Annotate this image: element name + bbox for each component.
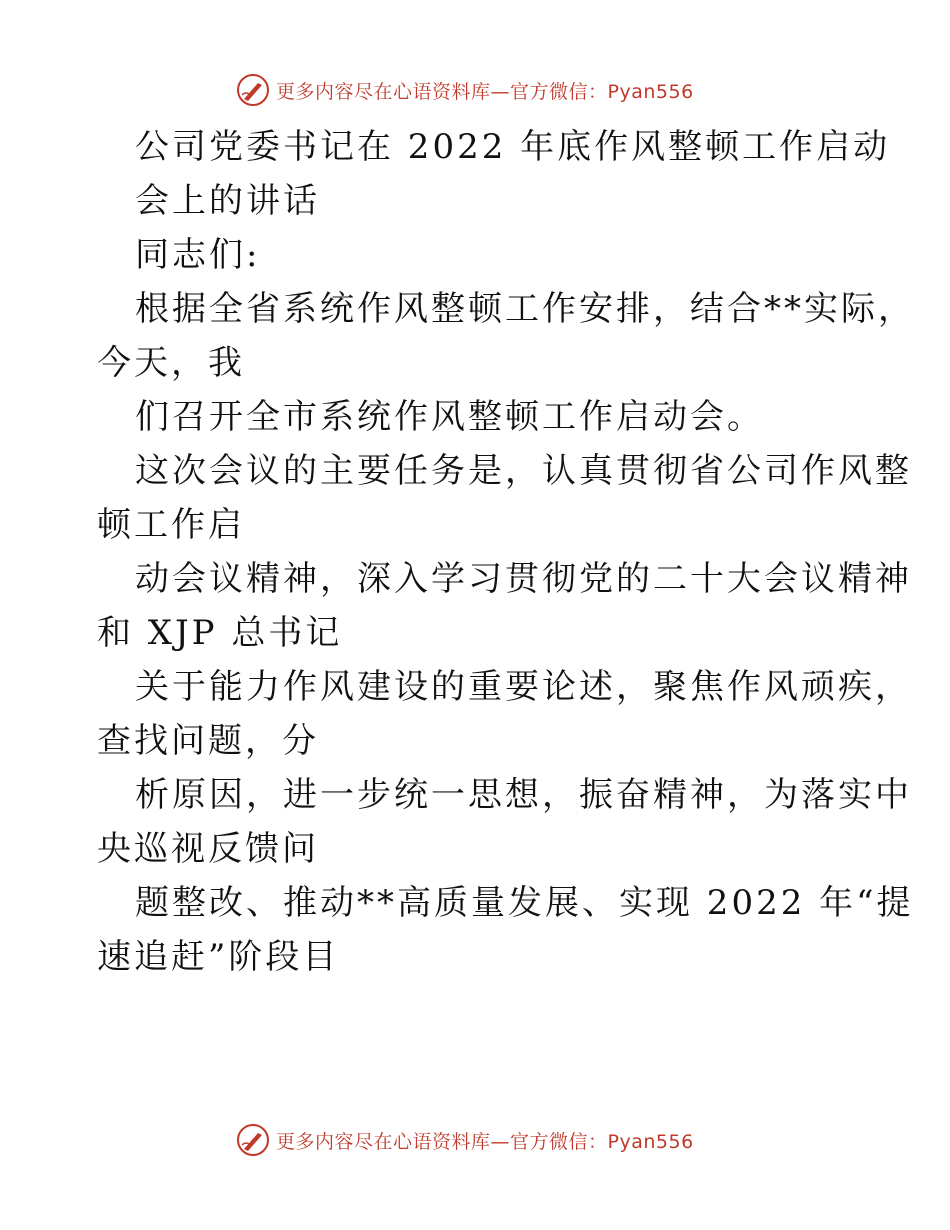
banner-text [276, 1127, 694, 1154]
banner-wechat-text: 官方微信：Pyan556 [510, 80, 694, 103]
body-line: 今天，我 [97, 343, 245, 383]
banner-site-text: 更多内容尽在心语资料库 [276, 80, 491, 103]
body-line: 速追赶”阶段目 [97, 937, 340, 977]
banner-separator: — [490, 1130, 511, 1153]
header-watermark-banner [236, 72, 694, 108]
body-line: 关于能力作风建设的重要论述，聚焦作风顽疾， [135, 667, 912, 707]
banner-separator: — [490, 80, 511, 103]
banner-wechat-text: 官方微信：Pyan556 [510, 1130, 694, 1153]
body-line: 题整改、推动**高质量发展、实现 2022 年“提 [135, 883, 914, 923]
salutation: 同志们: [135, 235, 261, 275]
body-line: 央巡视反馈问 [97, 829, 319, 869]
quill-pen-logo-icon [236, 73, 270, 107]
document-body [97, 120, 915, 984]
body-line: 们召开全市系统作风整顿工作启动会。 [135, 397, 764, 437]
body-line: 析原因，进一步统一思想，振奋精神，为落实中 [135, 775, 912, 815]
body-line: 顿工作启 [97, 505, 245, 545]
title-line-1: 公司党委书记在 2022 年底作风整顿工作启动 [135, 127, 891, 167]
banner-site-text: 更多内容尽在心语资料库 [276, 1130, 491, 1153]
body-line: 动会议精神，深入学习贯彻党的二十大会议精神 [135, 559, 912, 599]
body-line: 查找问题，分 [97, 721, 319, 761]
body-line: 和 XJP 总书记 [97, 613, 343, 653]
body-line: 这次会议的主要任务是，认真贯彻省公司作风整 [135, 451, 912, 491]
title-line-2: 会上的讲话 [135, 181, 320, 221]
body-line: 根据全省系统作风整顿工作安排，结合**实际， [135, 289, 915, 329]
footer-watermark-banner [236, 1122, 694, 1158]
quill-pen-logo-icon [236, 1123, 270, 1157]
banner-text [276, 77, 694, 104]
